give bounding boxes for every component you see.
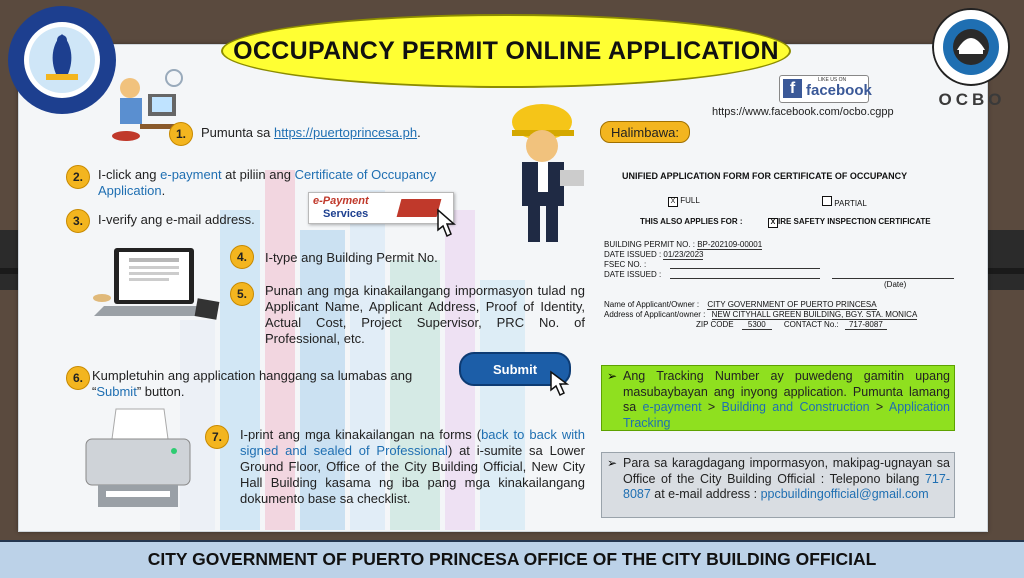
step-1-pre: Pumunta sa xyxy=(201,125,274,140)
page-title: OCCUPANCY PERMIT ONLINE APPLICATION xyxy=(233,36,779,65)
bp-row xyxy=(604,240,820,250)
tracking-sep-2: > xyxy=(869,400,889,414)
info-phone: 717-8087 xyxy=(623,471,950,501)
step-1-post: . xyxy=(417,125,421,140)
partial-checkbox-group xyxy=(822,196,867,209)
facebook-url[interactable]: https://www.facebook.com/ocbo.cgpp xyxy=(712,106,894,118)
contact-label: CONTACT No.: xyxy=(783,320,839,329)
tracking-building: Building and Construction xyxy=(721,400,870,414)
date-caption: (Date) xyxy=(884,280,907,289)
full-checkbox-group xyxy=(668,196,700,207)
contact-info-box xyxy=(601,452,955,518)
step-2-text xyxy=(98,167,488,199)
step-4-text: I-type ang Building Permit No. xyxy=(265,250,438,265)
name-row xyxy=(604,300,960,310)
step-2-pre: I-click ang xyxy=(98,167,161,182)
sample-application-form xyxy=(600,145,960,345)
form-heading: UNIFIED APPLICATION FORM FOR CERTIFICATE OF OCCUPANCY xyxy=(622,171,908,181)
step-1-text xyxy=(201,125,501,141)
footer-text: CITY GOVERNMENT OF PUERTO PRINCESA OFFICE OF THE CITY BUILDING OFFICIAL xyxy=(147,549,877,569)
addr-label: Address of Applicant/owner : xyxy=(604,310,706,319)
full-checkbox[interactable]: X xyxy=(668,197,678,207)
contact-value: 717-8087 xyxy=(845,320,887,330)
addr-value: NEW CITYHALL GREEN BUILDING, BGY. STA. MONICA xyxy=(711,310,918,319)
date2-line xyxy=(670,278,820,279)
fsec-label: FSEC NO. : xyxy=(604,260,647,269)
facebook-icon: f xyxy=(783,79,802,98)
title-banner xyxy=(221,14,791,88)
date-value: 01/23/2023 xyxy=(663,250,704,259)
tracking-sep-1: > xyxy=(701,400,722,414)
ocbo-acronym: OCBO xyxy=(938,90,1006,109)
example-label: Halimbawa: xyxy=(600,121,690,143)
step-5-badge: 5. xyxy=(230,282,254,306)
ocbo-seal-logo xyxy=(932,8,1010,86)
zip-contact-row xyxy=(696,320,956,330)
cursor-arrow-icon xyxy=(545,368,575,398)
tracking-epayment: e-payment xyxy=(642,400,702,414)
submit-button[interactable]: Submit xyxy=(459,352,571,386)
zip-label: ZIP CODE xyxy=(696,320,734,329)
info-email[interactable]: ppcbuildingofficial@gmail.com xyxy=(760,487,929,501)
step-6-badge: 6. xyxy=(66,366,90,390)
step-5-text: Punan ang mga kinakailangang impormasyon tulad ng Applicant Name, Applicant Address, Proof of Identity, Actual Cost, Project Supervisor, PRC No. of Professional, etc. xyxy=(265,283,585,346)
applies-value: IRE SAFETY INSPECTION CERTIFICATE xyxy=(778,217,931,226)
zip-value: 5300 xyxy=(742,320,772,330)
applies-group xyxy=(768,217,931,228)
fsec-line xyxy=(670,268,820,269)
step-7-pre: I-print ang mga kinakailangan na forms ( xyxy=(240,427,482,442)
facebook-badge[interactable] xyxy=(779,75,872,103)
signature-line xyxy=(832,278,954,279)
tracking-info-box xyxy=(601,365,955,431)
step-2-epayment: e-payment xyxy=(160,167,222,182)
tracking-arrow-icon: ➢ xyxy=(607,369,618,383)
step-6-post: ” button. xyxy=(136,384,185,399)
partial-checkbox[interactable] xyxy=(822,196,832,206)
info-text xyxy=(623,456,950,503)
bp-value: BP-202109-00001 xyxy=(697,240,763,249)
epayment-services-label: Services xyxy=(323,208,369,220)
info-arrow-icon: ➢ xyxy=(607,456,618,470)
name-value: CITY GOVERNMENT OF PUERTO PRINCESA xyxy=(707,300,877,309)
bp-label: BUILDING PERMIT NO. : xyxy=(604,240,698,249)
step-3-text: I-verify ang e-mail address. xyxy=(98,212,255,227)
fsic-checkbox[interactable]: X xyxy=(768,218,778,228)
full-label: FULL xyxy=(680,196,700,205)
step-6-pre: Kumpletuhin ang application hanggang sa lumabas ang “ xyxy=(92,368,413,399)
step-2-post: . xyxy=(161,183,166,198)
puertoprincesa-link[interactable]: https://puertoprincesa.ph xyxy=(274,125,418,140)
step-1-badge: 1. xyxy=(169,122,193,146)
printer-illustration xyxy=(76,405,200,515)
step-2-mid: at piliin ang xyxy=(221,167,295,182)
info-text-email-label: at e-mail address : xyxy=(650,487,761,501)
tracking-application: Application Tracking xyxy=(623,400,951,430)
step-7-badge: 7. xyxy=(205,425,229,449)
step-7-text xyxy=(240,427,585,507)
footer-bar xyxy=(0,540,1024,578)
step-2-certificate: Certificate of Occupancy Application xyxy=(98,167,437,198)
cursor-hand-icon xyxy=(430,206,464,240)
addr-row xyxy=(604,310,960,320)
step-7-post: ) at i-sumite sa Lower Ground Floor, Office of the City Building Official, New City Hall Building kasama ng iba pang mga kinakailangang dokumento base sa checklist. xyxy=(240,443,585,506)
step-2-badge: 2. xyxy=(66,165,90,189)
date-row xyxy=(604,250,820,260)
info-text-main: Para sa karagdagang impormasyon, makipag-ugnayan sa Office of the City Building Official : Telepono bilang xyxy=(623,456,950,486)
step-7-highlight: back to back with signed and sealed of Professional xyxy=(240,427,585,458)
date-label: DATE ISSUED : xyxy=(604,250,664,259)
step-3-badge: 3. xyxy=(66,209,90,233)
tracking-text-main: Ang Tracking Number ay puwedeng gamitin upang masubaybayan ang inyong application. Pumunta lamang sa xyxy=(623,369,950,414)
step-6-submit: Submit xyxy=(96,384,137,399)
tracking-text xyxy=(623,369,950,431)
laptop-illustration xyxy=(84,240,234,340)
step-4-badge: 4. xyxy=(230,245,254,269)
date2-label: DATE ISSUED : xyxy=(604,270,662,279)
epayment-label: e-Payment xyxy=(313,195,369,207)
facebook-like-text: LIKE US ON xyxy=(818,77,847,83)
step-6-text xyxy=(92,368,440,400)
applies-label: THIS ALSO APPLIES FOR : xyxy=(640,217,743,226)
name-label: Name of Applicant/Owner : xyxy=(604,300,700,309)
partial-label: PARTIAL xyxy=(834,199,867,208)
engineer-illustration xyxy=(500,100,590,250)
facebook-name: facebook xyxy=(806,82,872,99)
